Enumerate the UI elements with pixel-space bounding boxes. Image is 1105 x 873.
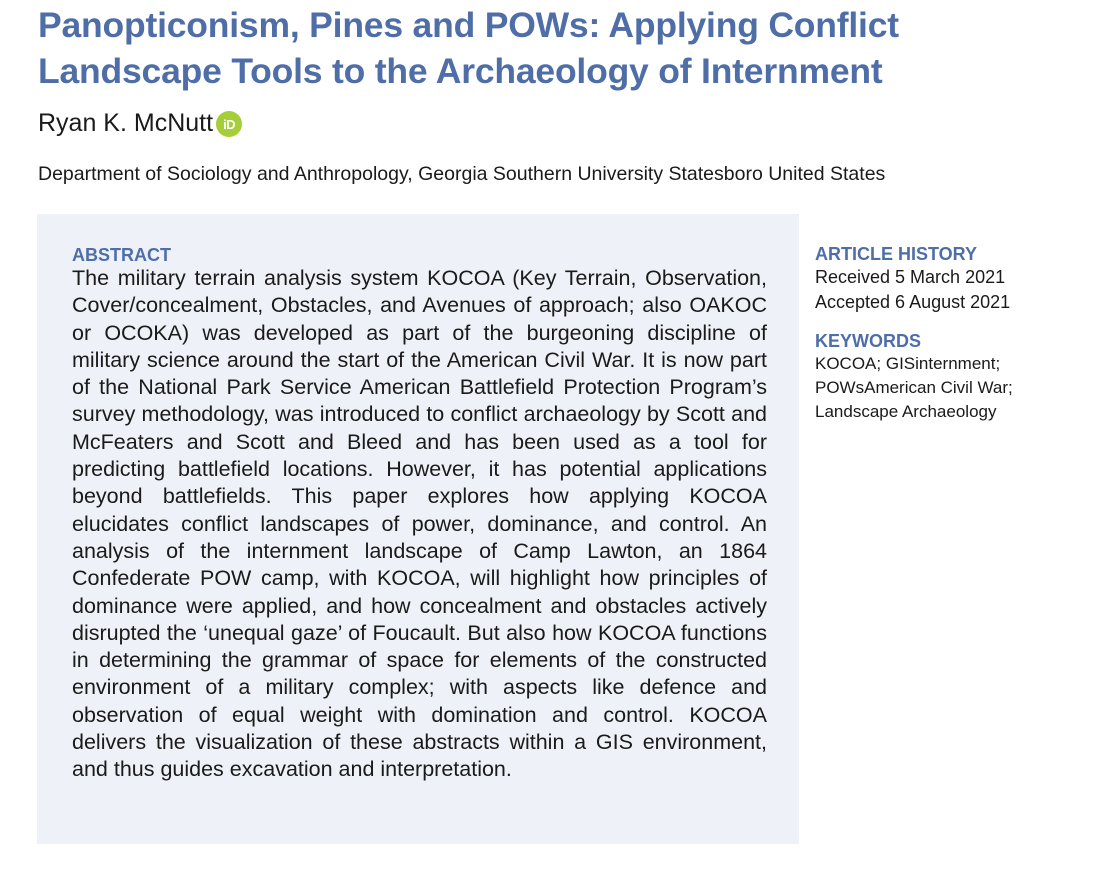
author-name: Ryan K. McNutt xyxy=(38,109,214,137)
keywords-heading: KEYWORDS xyxy=(815,331,922,351)
keyword-line: Landscape Archaeology xyxy=(815,402,997,421)
abstract-text: The military terrain analysis system KOCOA (Key Terrain, Observation, Cover/concealment, Obstacles, and Avenues of approach; also OAKOC or OCOKA) was developed as part of the burgeoning discipline of military science around the start of the American Civil War. It is now part of the National Park Service American Battlefield Protection Program’s survey methodology, was introduced to conflict archaeology by Scott and McFeaters and Scott and Bleed and has been used as a tool for predicting battlefield locations. However, it has potential applications beyond battlefields. This paper explores how applying KOCOA elucidates conflict landscapes of power, dominance, and control. An analysis of the internment landscape of Camp Lawton, an 1864 Confederate POW camp, with KOCOA, will highlight how principles of dominance were applied, and how concealment and obstacles actively disrupted the ‘unequal gaze’ of Foucault. But also how KOCOA functions in determining the grammar of space for elements of the constructed environment of a military complex; with aspects like defence and observation of equal weight with domination and control. KOCOA delivers the visualization of these abstracts within a GIS environment, and thus guides excavation and interpretation. xyxy=(72,266,767,782)
author-row xyxy=(38,107,242,139)
keyword-line: KOCOA; GISinternment; xyxy=(815,354,1001,373)
orcid-icon[interactable]: iD xyxy=(216,111,242,137)
article-title: Panopticonism, Pines and POWs: Applying Conflict Landscape Tools to the Archaeology of Internment xyxy=(38,5,899,91)
abstract-box xyxy=(37,214,799,844)
article-sidebar xyxy=(815,243,1095,424)
received-date: Received 5 March 2021 xyxy=(815,267,1006,287)
article-history-heading: ARTICLE HISTORY xyxy=(815,244,978,264)
accepted-date: Accepted 6 August 2021 xyxy=(815,292,1011,312)
abstract-heading: ABSTRACT xyxy=(72,245,171,265)
author-affiliation: Department of Sociology and Anthropology, Georgia Southern University Statesboro United States xyxy=(38,163,886,185)
keyword-line: POWsAmerican Civil War; xyxy=(815,378,1013,397)
